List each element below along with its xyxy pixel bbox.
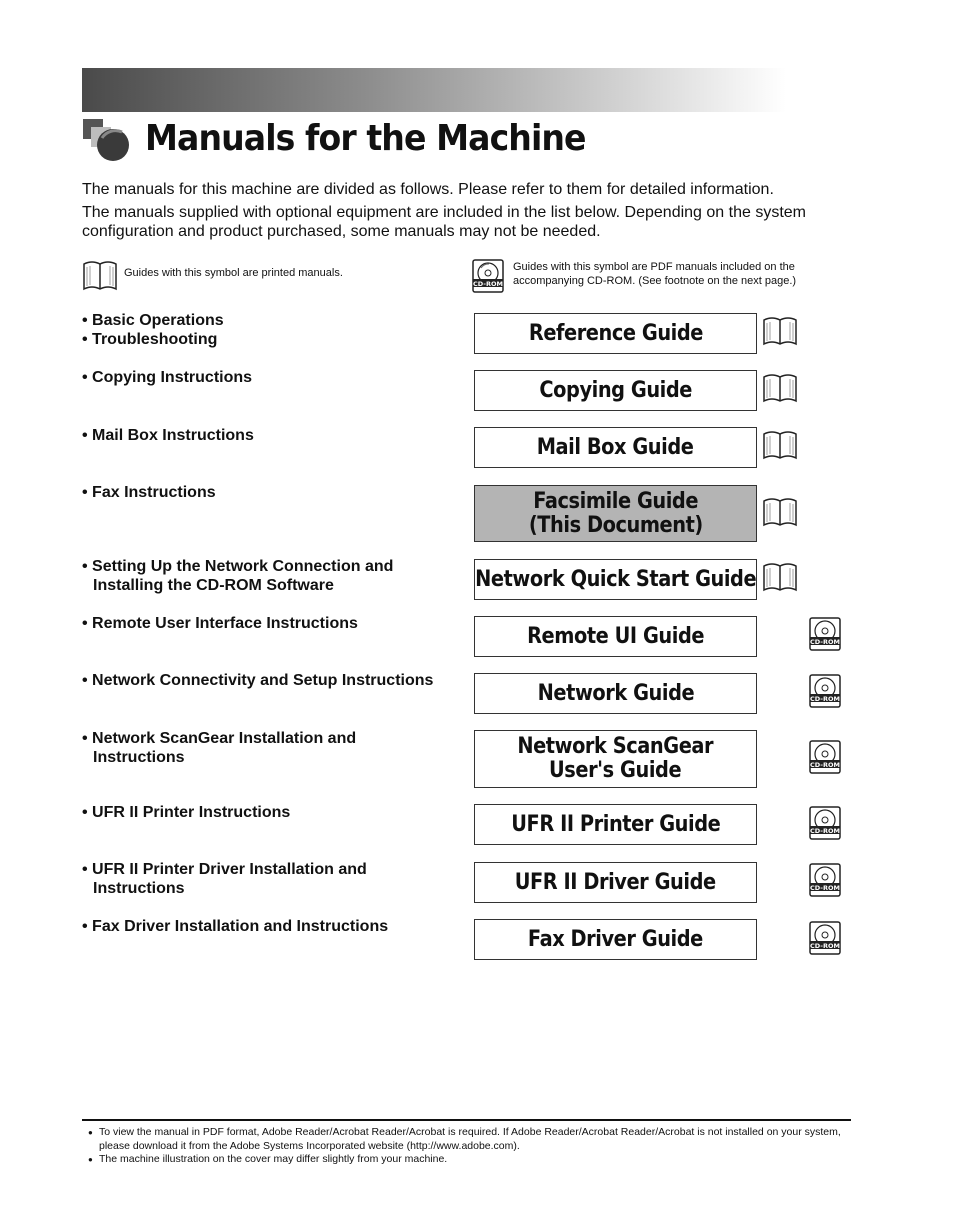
guide-title: Network ScanGear (517, 734, 714, 759)
guide-title: Network Guide (537, 680, 694, 706)
bullet-item: • UFR II Printer Driver Installation and (82, 861, 367, 878)
bullet-item-continuation: Instructions (93, 749, 185, 766)
intro-paragraph-1: The manuals for this machine are divided as follows. Please refer to them for detailed information. (82, 181, 774, 198)
cd-rom-icon (809, 617, 841, 651)
guide-facsimile[interactable] (474, 485, 757, 542)
cd-rom-label: CD-ROM (810, 638, 840, 646)
bullet-list (82, 557, 393, 595)
bullet-list (82, 803, 290, 822)
bullet-item-continuation: Installing the CD-ROM Software (93, 577, 334, 594)
guide-title: UFR II Printer Guide (510, 811, 721, 837)
book-icon (82, 258, 118, 292)
footnote: ● To view the manual in PDF format, Adobe Reader/Acrobat Reader/Acrobat is required. If Adobe Reader/Acrobat Reader/Acrobat is not installed on your system, please download it from the Adobe Systems Incorporated website (http://www.adobe.com). (88, 1126, 848, 1153)
bullet-list (82, 426, 254, 445)
bullet-list (82, 917, 388, 936)
bullet-item: • Copying Instructions (82, 369, 253, 386)
guide-title: Fax Driver Guide (528, 926, 703, 952)
legend-printed-text: Guides with this symbol are printed manuals. (124, 267, 343, 279)
guide-title: User's Guide (549, 758, 682, 783)
bullet-list (82, 860, 367, 898)
bullet-item: • Troubleshooting (82, 331, 218, 348)
guide-title: Remote UI Guide (526, 623, 704, 649)
cd-rom-label: CD-ROM (810, 827, 840, 835)
guide-network-scangear[interactable] (474, 730, 757, 788)
guide-title: Facsimile Guide (533, 488, 698, 514)
book-icon (762, 561, 798, 593)
cd-rom-icon (809, 863, 841, 897)
section-marker-icon (82, 118, 132, 164)
bullet-item: • Basic Operations (82, 312, 224, 329)
bullet-list (82, 729, 356, 767)
guide-mail-box[interactable] (474, 427, 757, 468)
bullet-item: • Mail Box Instructions (82, 427, 254, 444)
cd-rom-icon (809, 674, 841, 708)
header-banner (82, 68, 786, 112)
bullet-list (82, 671, 433, 690)
guide-title: Mail Box Guide (537, 434, 694, 460)
bullet-item: • Fax Driver Installation and Instructions (82, 918, 389, 935)
footnote: ● The machine illustration on the cover may differ slightly from your machine. (88, 1153, 848, 1167)
legend-cdrom-text: Guides with this symbol are PDF manuals included on the accompanying CD-ROM. (See footnote on the next page.) (513, 261, 797, 287)
guide-title-note: (This Document) (528, 512, 703, 538)
guide-network[interactable] (474, 673, 757, 714)
bullet-item: • Setting Up the Network Connection and (82, 558, 394, 575)
bullet-item-continuation: Instructions (93, 880, 185, 897)
guide-reference[interactable] (474, 313, 757, 354)
book-icon (762, 429, 798, 461)
footnotes (88, 1126, 848, 1167)
book-icon (762, 372, 798, 404)
bullet-list (82, 483, 216, 502)
guide-title: Network Quick Start Guide (475, 566, 757, 592)
bullet-list (82, 614, 358, 633)
page-title: Manuals for the Machine (145, 118, 586, 159)
guide-remote-ui[interactable] (474, 616, 757, 657)
cd-rom-label: CD-ROM (473, 280, 503, 288)
bullet-list (82, 311, 224, 349)
guide-copying[interactable] (474, 370, 757, 411)
cd-rom-icon (472, 259, 504, 293)
cd-rom-label: CD-ROM (810, 761, 840, 769)
cd-rom-label: CD-ROM (810, 942, 840, 950)
intro-paragraph-2: The manuals supplied with optional equipment are included in the list below. Depending on the system configuration and product purchased, some manuals may not be needed. (82, 204, 806, 240)
guide-ufr-ii-printer[interactable] (474, 804, 757, 845)
cd-rom-label: CD-ROM (810, 695, 840, 703)
guide-title: UFR II Driver Guide (515, 869, 716, 895)
guide-fax-driver[interactable] (474, 919, 757, 960)
bullet-item: • Network Connectivity and Setup Instructions (82, 672, 434, 689)
guide-title: Copying Guide (539, 377, 692, 403)
cd-rom-label: CD-ROM (810, 884, 840, 892)
guide-network-quick-start[interactable] (474, 559, 757, 600)
bullet-item: • Fax Instructions (82, 484, 216, 501)
cd-rom-icon (809, 806, 841, 840)
book-icon (762, 315, 798, 347)
bullet-item: • Remote User Interface Instructions (82, 615, 358, 632)
book-icon (762, 496, 798, 528)
bullet-item: • UFR II Printer Instructions (82, 804, 291, 821)
bullet-item: • Network ScanGear Installation and (82, 730, 357, 747)
footer-divider (82, 1119, 851, 1121)
bullet-list (82, 368, 252, 387)
cd-rom-icon (809, 740, 841, 774)
guide-ufr-ii-driver[interactable] (474, 862, 757, 903)
cd-rom-icon (809, 921, 841, 955)
guide-title: Reference Guide (528, 320, 703, 346)
